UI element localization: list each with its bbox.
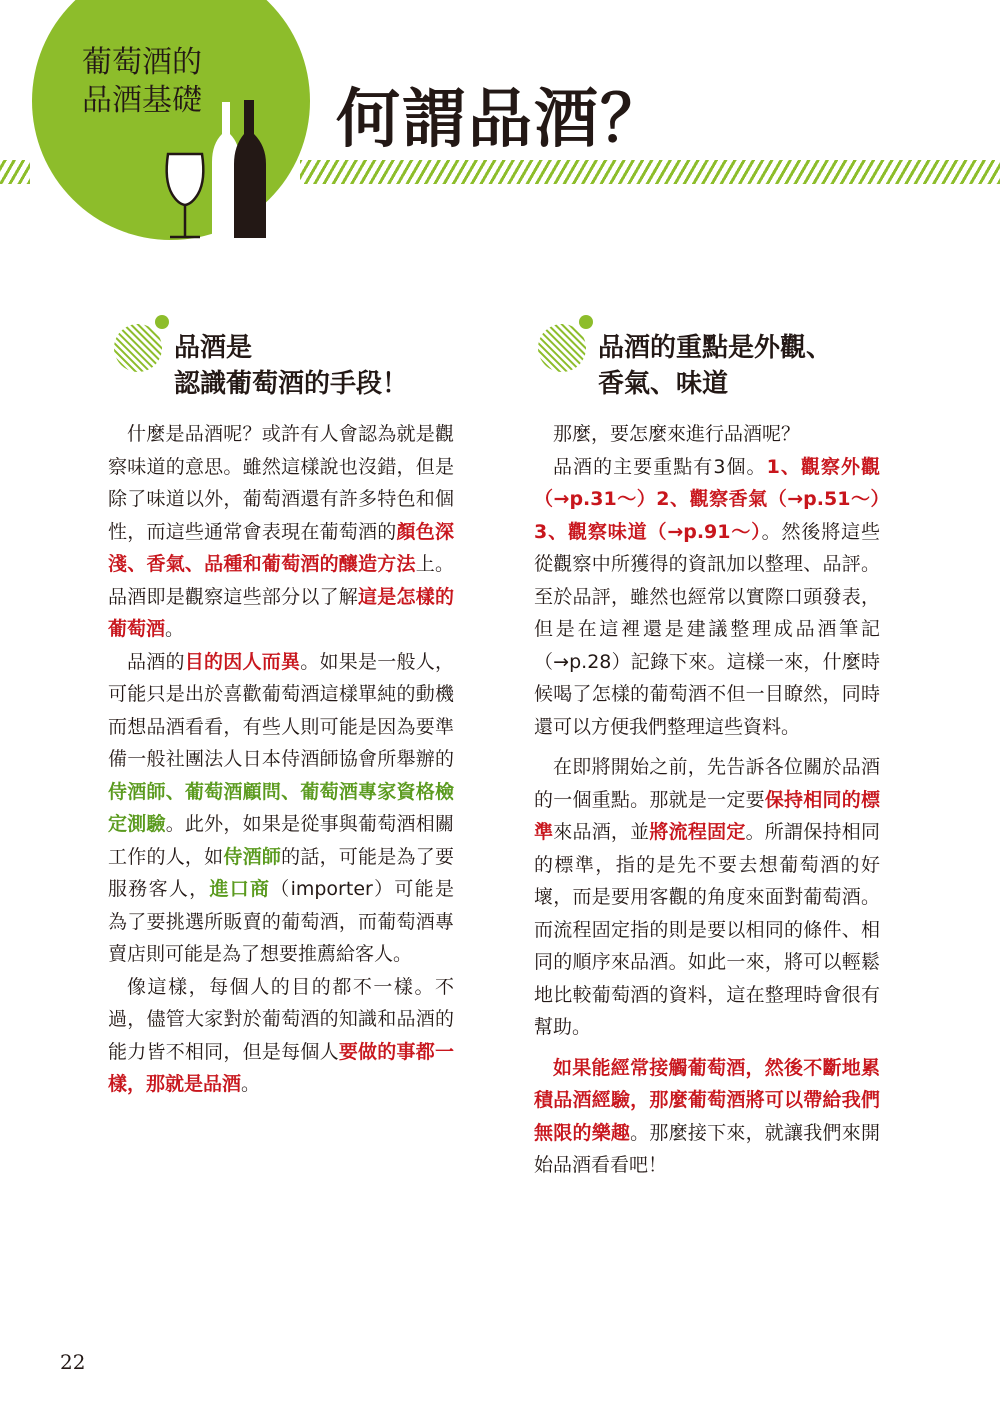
striped-circle-icon xyxy=(534,312,598,376)
right-paragraph-1: 那麼，要怎麼來進行品酒呢？ xyxy=(553,423,801,445)
right-column xyxy=(534,418,880,1182)
right-paragraph-2 xyxy=(534,451,880,744)
text-run: 來品酒，並 xyxy=(553,821,650,843)
text-run: 。 xyxy=(165,618,185,640)
chapter-label-line1: 葡萄酒的 xyxy=(82,45,202,80)
left-column xyxy=(108,418,454,1101)
text-run: 。然後將這些從觀察中所獲得的資訊加以整理、品評。至於品評，雖然也經常以實際口頭發表，但是在這裡還是建議整理成品酒筆記（→p.28）記錄下來。這樣一來，什麼時候喝了怎樣的葡萄酒不但一目瞭然，同時還可以方便我們整理這些資料。 xyxy=(534,520,880,738)
text-run: 。如果是一般人，可能只是出於喜歡葡萄酒這樣單純的動機而想品酒看看，有些人則可能是因為要準備一般社團法人日本侍酒師協會所舉辦的 xyxy=(108,650,454,770)
text-run: 。所謂保持相同的標準，指的是先不要去想葡萄酒的好壞，而是要用客觀的角度來面對葡萄酒。而流程固定指的則是要以相同的條件、相同的順序來品酒。如此一來，將可以輕鬆地比較葡萄酒的資料，這在整理時會很有幫助。 xyxy=(534,821,880,1038)
text-run: （importer）可能是為了要挑選所販賣的葡萄酒，而葡萄酒專賣店則可能是為了想要推薦給客人。 xyxy=(108,878,454,965)
left-heading-line1: 品酒是 xyxy=(174,333,253,363)
left-paragraph-2 xyxy=(108,646,454,971)
right-paragraph-4 xyxy=(534,1052,880,1182)
text-run: 。 xyxy=(241,1073,261,1095)
right-heading-line1: 品酒的重點是外觀、 xyxy=(598,333,833,363)
highlight-green: 進口商 xyxy=(209,878,271,900)
left-paragraph-1 xyxy=(108,418,454,646)
highlight-red: 保持相同的標準 xyxy=(534,788,880,843)
chapter-label-line2: 品酒基礎 xyxy=(82,83,202,118)
text-run: 在即將開始之前，先告訴各位關於品酒的一個重點。那就是一定要 xyxy=(534,756,880,811)
highlight-red: 顏色深淺、香氣、品種和葡萄酒的釀造方法 xyxy=(108,520,454,575)
text-run: 像這樣，每個人的目的都不一樣。不過，儘管大家對於葡萄酒的知識和品酒的能力皆不相同，但是每個人 xyxy=(108,975,454,1063)
left-section-heading xyxy=(174,330,408,402)
highlight-green: 侍酒師 xyxy=(223,845,282,868)
wine-bottle-icon xyxy=(204,82,268,242)
page-number: 22 xyxy=(60,1350,86,1374)
paragraph-spacer xyxy=(534,743,880,751)
text-run: 上。品酒即是觀察這些部分以了解 xyxy=(108,553,454,608)
header-stripe-left xyxy=(0,160,30,184)
highlight-red: 要做的事都一樣，那就是品酒 xyxy=(108,1040,454,1095)
highlight-red: 1、觀察外觀（→p.31〜）2、觀察香氣（→p.51〜）3、觀察味道（→p.91〜） xyxy=(534,455,880,543)
wine-glass-icon xyxy=(160,150,210,245)
left-paragraph-3 xyxy=(108,971,454,1101)
left-heading-line2: 認識葡萄酒的手段！ xyxy=(174,369,409,399)
chapter-label xyxy=(62,44,222,120)
text-run: 。那麼接下來，就讓我們來開始品酒看看吧！ xyxy=(534,1121,880,1176)
text-run: 。此外，如果是從事與葡萄酒相關工作的人，如 xyxy=(108,813,454,868)
text-run: 品酒的主要重點有3個。 xyxy=(553,455,767,478)
text-run: 品酒的 xyxy=(127,650,185,673)
header-stripe-band xyxy=(300,160,1000,184)
highlight-red: 這是怎樣的葡萄酒 xyxy=(108,585,454,640)
highlight-red: 目的因人而異 xyxy=(184,650,301,673)
highlight-green: 侍酒師、葡萄酒顧問、葡萄酒專家資格檢定測驗 xyxy=(108,780,454,835)
text-run: 什麼是品酒呢？或許有人會認為就是觀察味道的意思。雖然這樣說也沒錯，但是除了味道以外，葡萄酒還有許多特色和個性，而這些通常會表現在葡萄酒的 xyxy=(108,423,454,543)
highlight-red: 將流程固定 xyxy=(649,821,746,843)
paragraph-spacer xyxy=(534,1044,880,1052)
page-title: 何謂品酒？ xyxy=(336,82,666,157)
striped-circle-icon xyxy=(110,312,174,376)
highlight-red: 如果能經常接觸葡萄酒，然後不斷地累積品酒經驗，那麼葡萄酒將可以帶給我們無限的樂趣 xyxy=(534,1056,880,1144)
text-run: 的話，可能是為了要服務客人， xyxy=(108,845,454,900)
right-heading-line2: 香氣、味道 xyxy=(598,369,729,399)
right-section-heading xyxy=(598,330,832,402)
right-paragraph-3 xyxy=(534,751,880,1044)
